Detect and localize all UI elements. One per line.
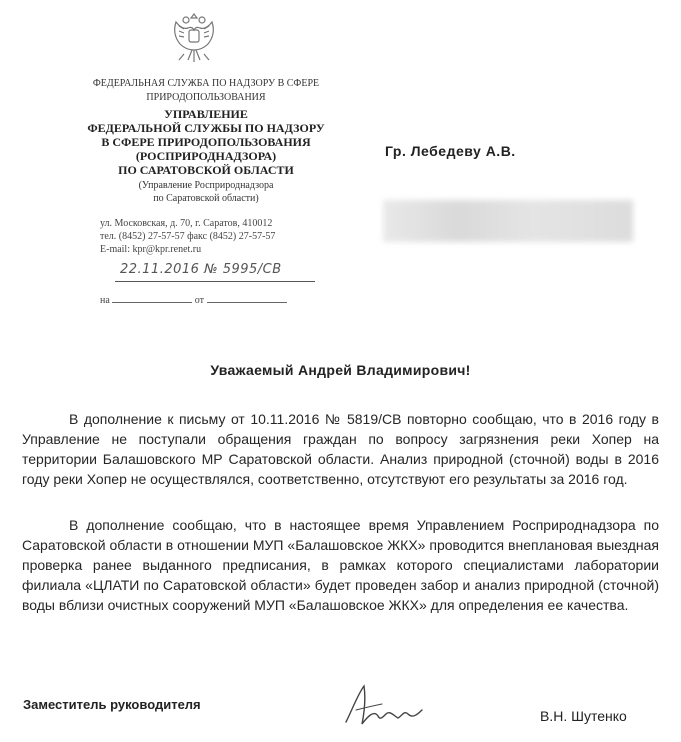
department-short-line2: по Саратовской области) [153, 193, 259, 204]
body-paragraph-2: В дополнение сообщаю, что в настоящее время Управлением Росприроднадзора по Саратовской области в отношении МУП «Балашовское ЖКХ» проводится внеплановая выездная проверка ранее выданного предписания, в рамках которого специалистами лаборатории филиала «ЦЛАТИ по Саратовской области» будет проведен забор и анализ природной (сточной) воды вблизи очистных сооружений МУП «Балашовское ЖКХ» для определения ее качества. [22, 517, 659, 613]
department-line1: УПРАВЛЕНИЕ [164, 107, 248, 121]
coat-of-arms-icon [170, 8, 218, 66]
department-short-line1: (Управление Росприроднадзора [138, 180, 274, 191]
department-line3: В СФЕРЕ ПРИРОДОПОЛЬЗОВАНИЯ [101, 135, 311, 149]
service-name-line1: ФЕДЕРАЛЬНАЯ СЛУЖБА ПО НАДЗОРУ В СФЕРЕ [92, 78, 320, 89]
department-line5: ПО САРАТОВСКОЙ ОБЛАСТИ [118, 163, 294, 177]
handwritten-signature [338, 680, 428, 730]
redacted-address [383, 200, 633, 242]
body-paragraph-1: В дополнение к письму от 10.11.2016 № 5819/СВ повторно сообщаю, что в 2016 году в Управление не поступали обращения граждан по вопросу загрязнения реки Хопер на территории Балашовского МР Саратовской области. Анализ природной (сточной) воды в 2016 году реки Хопер не осуществлялся, соответственно, отсутствуют его результаты за 2016 год. [22, 411, 659, 487]
addressee: Гр. Лебедеву А.В. [385, 143, 516, 159]
reference-na-label: на [100, 295, 110, 306]
reference-line [100, 293, 300, 306]
signatory-title: Заместитель руководителя [23, 697, 201, 712]
service-name-line2: ПРИРОДОПОЛЬЗОВАНИЯ [146, 92, 266, 103]
email: E-mail: kpr@kpr.renet.ru [100, 244, 202, 255]
department-line4: (РОСПРИРОДНАДЗОРА) [135, 149, 277, 163]
salutation: Уважаемый Андрей Владимирович! [210, 362, 471, 378]
reference-ot-label: от [194, 295, 205, 306]
department-line2: ФЕДЕРАЛЬНОЙ СЛУЖБЫ ПО НАДЗОРУ [87, 121, 325, 135]
registration-number: 22.11.2016 № 5995/СВ [120, 262, 282, 277]
address: ул. Московская, д. 70, г. Саратов, 410012 [100, 218, 273, 229]
phone-fax: тел. (8452) 27-57-57 факс (8452) 27-57-57 [100, 231, 276, 242]
signatory-name: В.Н. Шутенко [540, 708, 627, 724]
